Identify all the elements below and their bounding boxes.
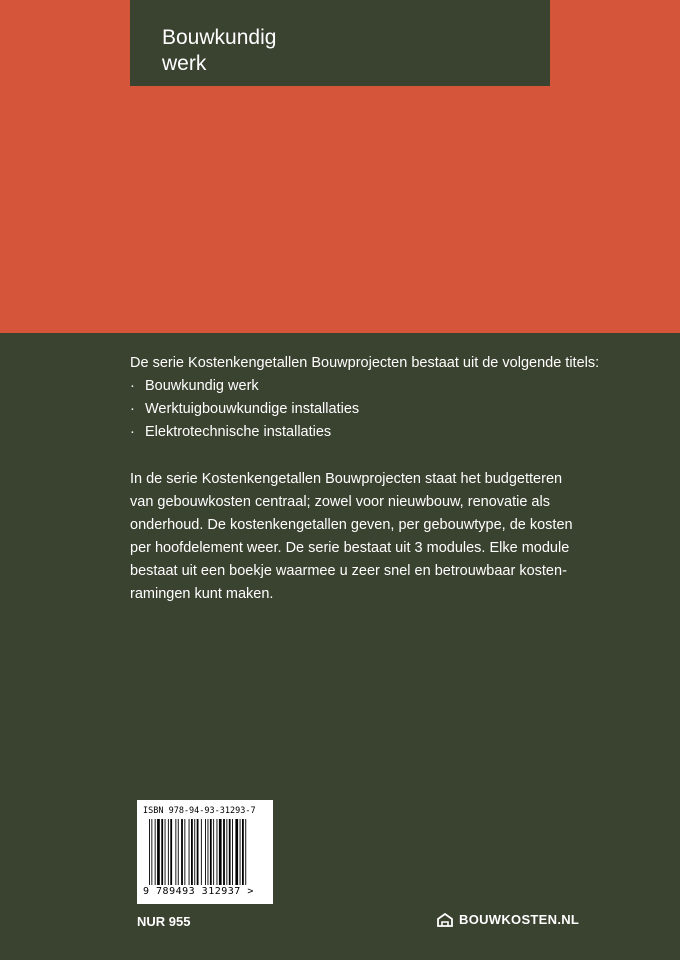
- series-list: [130, 375, 610, 444]
- list-item: [130, 398, 610, 421]
- barcode-digits: 9 789493 312937 >: [143, 886, 254, 897]
- list-item: [130, 375, 610, 398]
- publisher-name: BOUWKOSTEN.NL: [459, 912, 580, 927]
- isbn-label: ISBN 978-94-93-31293-7: [143, 806, 256, 816]
- back-cover-text: [130, 352, 610, 606]
- publisher-logo: [437, 912, 579, 927]
- series-title: Elektrotechnische installaties: [145, 424, 332, 440]
- bullet: ·: [130, 378, 135, 394]
- house-icon: [437, 913, 453, 927]
- barcode: [137, 800, 273, 904]
- series-title: Werktuigbouwkundige installaties: [145, 401, 360, 417]
- book-title: [162, 25, 276, 77]
- title-box: [130, 0, 550, 86]
- bullet: ·: [130, 401, 135, 417]
- book-title-line2: werk: [162, 52, 207, 75]
- list-item: [130, 421, 610, 444]
- series-intro: De serie Kostenkengetallen Bouwprojecten bestaat uit de volgende titels:: [130, 355, 600, 371]
- nur-code: NUR 955: [137, 914, 191, 929]
- book-title-line1: Bouwkundig: [162, 26, 277, 49]
- series-title: Bouwkundig werk: [145, 378, 259, 394]
- barcode-bars: [149, 819, 263, 885]
- bullet: ·: [130, 424, 135, 440]
- series-description: In de serie Kostenkengetallen Bouwprojecten staat het budgetteren van gebouwkosten centraal; zowel voor nieuwbouw, renovatie als onderhoud. De kostenkengetallen geven, per gebouwtype, de kosten per hoofdelement weer. De serie bestaat uit 3 modules. Elke module bestaat uit een boekje waarmee u zeer snel en betrouwbaar kostenramingen kunt maken.: [130, 471, 573, 602]
